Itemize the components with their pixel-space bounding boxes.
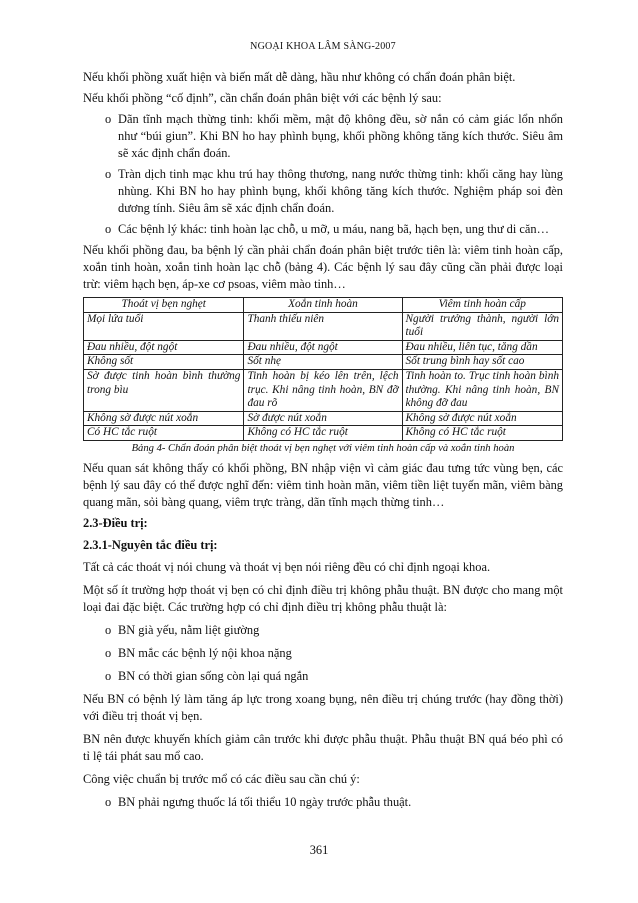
- table-row: [84, 369, 563, 411]
- bullet-marker: o: [105, 112, 112, 126]
- table-cell: Tinh hoàn bị kéo lên trên, lệch trục. Khi nâng tinh hoàn, BN đỡ đau rõ: [244, 369, 402, 411]
- paragraph: Nếu BN có bệnh lý làm tăng áp lực trong xoang bụng, nên điều trị chúng trước (hay đồng thời) với điều trị thoát vị bẹn.: [83, 691, 563, 723]
- bullet-text: BN phải ngưng thuốc lá tối thiểu 10 ngày trước phẫu thuật.: [118, 794, 412, 809]
- table-header-cell: Viêm tinh hoàn cấp: [402, 298, 562, 313]
- paragraph: Tất cả các thoát vị nói chung và thoát vị bẹn nói riêng đều có chỉ định ngoại khoa.: [83, 559, 491, 574]
- bullet-text: Dãn tĩnh mạch thừng tinh: khối mềm, mật độ không đều, sờ nắn có cảm giác lổn nhổn như “búi giun”. Khi BN ho hay phình bụng, khối phồng không tăng kích thước. Siêu âm sẽ xác định chẩn đoán.: [118, 112, 563, 160]
- table-row: [84, 340, 563, 355]
- table-cell: Không sờ được nút xoắn: [402, 411, 562, 426]
- bullet-marker: o: [105, 645, 112, 660]
- bullet-item: [105, 111, 563, 162]
- paragraph: Một số ít trường hợp thoát vị bẹn có chỉ định điều trị không phẫu thuật. BN được cho mang một loại đai đặc biệt. Các trường hợp có chỉ định điều trị không phẫu thuật là:: [83, 582, 563, 614]
- table-cell: Sốt trung bình hay sốt cao: [402, 355, 562, 370]
- table-cell: Tinh hoàn to. Trục tinh hoàn bình thường. Khi nâng tinh hoàn, BN không đỡ đau: [402, 369, 562, 411]
- bullet-text: BN có thời gian sống còn lại quá ngắn: [118, 668, 309, 683]
- paragraph: Công việc chuẩn bị trước mổ có các điều sau cần chú ý:: [83, 771, 360, 786]
- table-cell: Không có HC tắc ruột: [244, 426, 402, 441]
- paragraph: Nếu quan sát không thấy có khối phồng, BN nhập viện vì cảm giác đau tưng tức vùng bẹn, các bệnh lý sau đây có thể được nghĩ đến: viêm tinh hoàn mãn, viêm tiền liệt tuyến mãn, viêm bàng quang mãn, sỏi bàng quang, viêm trực tràng, dãn tĩnh mạch thừng tinh…: [83, 460, 563, 509]
- table-cell: Đau nhiều, đột ngột: [244, 340, 402, 355]
- table-cell: Có HC tắc ruột: [84, 426, 244, 441]
- bullet-item: [105, 668, 563, 685]
- table-cell: Sờ được tinh hoàn bình thường trong bìu: [84, 369, 244, 411]
- page-number: 361: [309, 843, 329, 857]
- table-caption: Bảng 4- Chẩn đoán phân biệt thoát vị bẹn nghẹt với viêm tinh hoàn cấp và xoắn tinh hoàn: [131, 442, 515, 454]
- paragraph: Nếu khối phồng “cố định”, cần chẩn đoán phân biệt với các bệnh lý sau:: [83, 91, 442, 105]
- bullet-text: Tràn dịch tinh mạc khu trú hay thông thương, nang nước thừng tinh: khối căng hay lùng nhùng. Khi BN ho hay phình bụng, khối không tăng kích thước. Nghiệm pháp soi đèn dương tính. Siêu âm sẽ xác định chẩn đoán.: [118, 167, 563, 215]
- section-heading: 2.3-Điều trị:: [83, 515, 148, 530]
- table-row: [84, 411, 563, 426]
- table-cell: Mọi lứa tuổi: [84, 312, 244, 340]
- bullet-item: [105, 221, 563, 238]
- running-header: NGOẠI KHOA LÂM SÀNG-2007: [250, 41, 396, 52]
- table-cell: Người trưởng thành, người lớn tuổi: [402, 312, 562, 340]
- table-cell: Sốt nhẹ: [244, 355, 402, 370]
- bullet-text: Các bệnh lý khác: tinh hoàn lạc chỗ, u mỡ, u máu, nang bã, hạch bẹn, ung thư di căn…: [118, 222, 549, 236]
- differential-diagnosis-table: [83, 297, 563, 441]
- paragraph: BN nên được khuyến khích giảm cân trước khi được phẫu thuật. Phẫu thuật BN quá béo phì có tỉ lệ tái phát sau mổ cao.: [83, 731, 563, 763]
- bullet-item: [105, 622, 563, 639]
- table-header-row: [84, 298, 563, 313]
- table-cell: Đau nhiều, liên tục, tăng dần: [402, 340, 562, 355]
- bullet-marker: o: [105, 222, 112, 236]
- table-header-cell: Xoắn tinh hoàn: [244, 298, 402, 313]
- table-row: [84, 312, 563, 340]
- bullet-marker: o: [105, 794, 112, 809]
- bullet-text: BN mắc các bệnh lý nội khoa nặng: [118, 645, 292, 660]
- table-row: [84, 355, 563, 370]
- table-cell: Không có HC tắc ruột: [402, 426, 562, 441]
- bullet-marker: o: [105, 668, 112, 683]
- table-cell: Sờ được nút xoắn: [244, 411, 402, 426]
- bullet-text: BN già yếu, nằm liệt giường: [118, 622, 260, 637]
- bullet-item: [105, 645, 563, 662]
- paragraph: Nếu khối phồng đau, ba bệnh lý cần phải chẩn đoán phân biệt trước tiên là: viêm tinh hoàn cấp, xoắn tinh hoàn, xoắn tinh hoàn lạc chỗ (bảng 4). Các bệnh lý sau đây cũng cần phải được loại trừ: viêm hạch bẹn, áp-xe cơ psoas, viêm mào tinh…: [83, 243, 563, 291]
- bullet-marker: o: [105, 622, 112, 637]
- bullet-item: [105, 794, 563, 811]
- table-cell: Không sờ được nút xoắn: [84, 411, 244, 426]
- table-cell: Đau nhiều, đột ngột: [84, 340, 244, 355]
- table-row: [84, 426, 563, 441]
- paragraph: Nếu khối phồng xuất hiện và biến mất dễ dàng, hầu như không có chẩn đoán phân biệt.: [83, 70, 516, 84]
- table-cell: Không sốt: [84, 355, 244, 370]
- table-header-cell: Thoát vị bẹn nghẹt: [84, 298, 244, 313]
- bullet-marker: o: [105, 167, 112, 181]
- table-cell: Thanh thiếu niên: [244, 312, 402, 340]
- subsection-heading: 2.3.1-Nguyên tắc điều trị:: [83, 537, 218, 552]
- bullet-item: [105, 166, 563, 217]
